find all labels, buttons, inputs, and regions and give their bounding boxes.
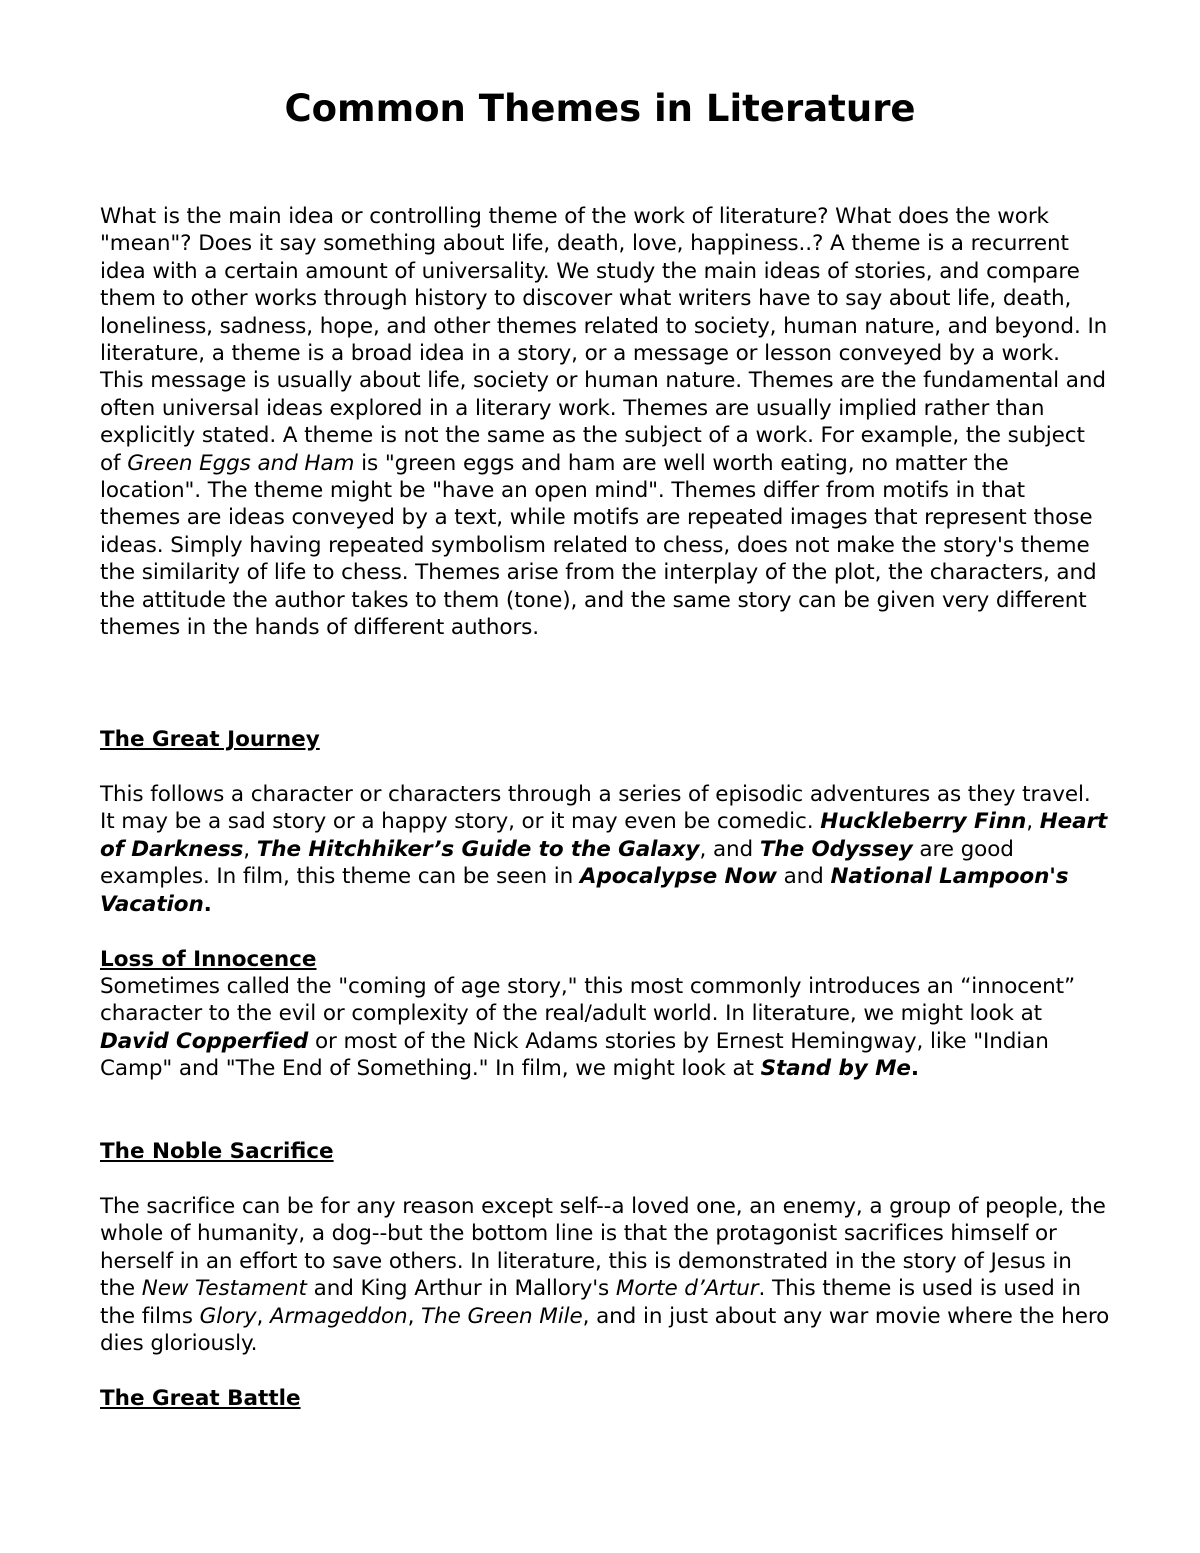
sacrifice-work-3: Glory xyxy=(199,1303,257,1329)
journey-work-3: The Hitchhiker’s Guide to the Galaxy xyxy=(256,836,700,862)
section-body-great-journey xyxy=(100,781,1110,918)
section-body-noble-sacrifice xyxy=(100,1193,1110,1357)
innocence-work-1: David Copperfied xyxy=(100,1028,309,1054)
section-heading-noble-sacrifice: The Noble Sacrifice xyxy=(100,1139,334,1164)
sacrifice-text-1: The sacrifice can be for any reason except self--a loved one, an enemy, a group of people, the whole of humanity, a dog--but the bottom line is that the protagonist sacrifices himself or herself in an effort to save others. In literature, this is demonstrated in the story of Jesus in the xyxy=(100,1194,1106,1302)
section-heading-great-journey: The Great Journey xyxy=(100,727,320,752)
sacrifice-text-2: and King Arthur in Mallory's xyxy=(306,1276,616,1302)
journey-work-5: Apocalypse Now xyxy=(579,864,777,890)
innocence-work-2: Stand by Me xyxy=(760,1056,911,1082)
section-heading-loss-of-innocence: Loss of Innocence xyxy=(100,947,317,972)
document-title: Common Themes in Literature xyxy=(284,87,916,130)
intro-paragraph xyxy=(100,203,1110,642)
journey-sep-1: , xyxy=(1026,809,1040,835)
sacrifice-text-4: , and in just about any war movie where the hero dies gloriously. xyxy=(100,1303,1110,1357)
journey-work-4: The Odyssey xyxy=(759,836,913,862)
sacrifice-sep-2: , xyxy=(407,1303,422,1329)
innocence-text-2: or most of the Nick Adams stories by Ernest Hemingway, like "Indian Camp" and "The End of Something." In film, we might look at xyxy=(100,1028,1049,1082)
document-page xyxy=(100,84,1110,1411)
journey-work-6: National Lampoon's Vacation xyxy=(100,864,1069,917)
journey-sep-4: and xyxy=(776,864,831,890)
innocence-text-1: Sometimes called the "coming of age story," this most commonly introduces an “innocent” character to the evil or complexity of the real/adult world. In literature, we might look at xyxy=(100,974,1075,1027)
intro-work-title: Green Eggs and Ham xyxy=(127,450,355,476)
journey-sep-2: , xyxy=(243,836,257,862)
sacrifice-text-3: . This theme is used is used in the films xyxy=(100,1276,1081,1329)
journey-end: . xyxy=(203,891,212,917)
intro-text-1: What is the main idea or controlling theme of the work of literature? What does the work "mean"? Does it say something about life, death, love, happiness..? A theme is a recurrent idea with a certain amount of universality. We study the main ideas of stories, and compare them to other works through history to discover what writers have to say about life, death, loneliness, sadness, hope, and other themes related to society, human nature, and beyond. In literature, a theme is a broad idea in a story, or a message or lesson conveyed by a work. This message is usually about life, society or human nature. Themes are the fundamental and often universal ideas explored in a literary work. Themes are usually implied rather than explicitly stated. A theme is not the same as the subject of a work. For example, the subject of xyxy=(100,204,1108,476)
journey-text-2: are good examples. In film, this theme can be seen in xyxy=(100,836,1014,890)
sacrifice-work-4: Armageddon xyxy=(269,1303,408,1329)
section-body-loss-of-innocence xyxy=(100,973,1110,1083)
journey-work-2: Heart of Darkness xyxy=(100,809,1108,862)
sacrifice-sep-1: , xyxy=(256,1303,270,1329)
sacrifice-work-2: Morte d’Artur xyxy=(615,1276,759,1302)
sacrifice-work-5: The Green Mile xyxy=(421,1303,583,1329)
intro-text-2: is "green eggs and ham are well worth eating, no matter the location". The theme might be "have an open mind". Themes differ from motifs in that themes are ideas conveyed by a text, while motifs are repeated images that represent those ideas. Simply having repeated symbolism related to chess, does not make the story's theme the similarity of life to chess. Themes arise from the interplay of the plot, the characters, and the attitude the author takes to them (tone), and the same story can be given very different themes in the hands of different authors. xyxy=(100,450,1097,641)
journey-work-1: Huckleberry Finn xyxy=(820,809,1027,835)
sacrifice-work-1: New Testament xyxy=(141,1276,307,1302)
journey-text-1: This follows a character or characters through a series of episodic adventures as they travel. It may be a sad story or a happy story, or it may even be comedic. xyxy=(100,782,1091,835)
section-heading-great-battle: The Great Battle xyxy=(100,1386,301,1411)
journey-sep-3: , and xyxy=(699,836,760,862)
innocence-end: . xyxy=(910,1056,919,1082)
